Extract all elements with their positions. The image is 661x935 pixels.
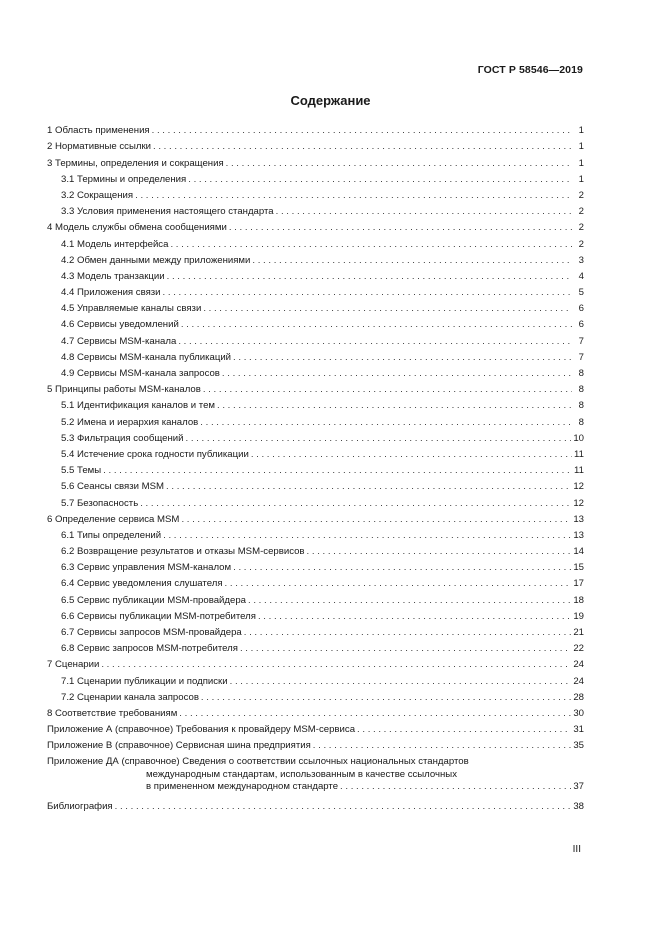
- leader-dots: [163, 287, 572, 299]
- leader-dots: [103, 465, 572, 477]
- toc-entry[interactable]: [47, 590, 584, 606]
- toc-entry[interactable]: [47, 445, 584, 461]
- toc-entry[interactable]: [47, 315, 584, 331]
- leader-dots: [140, 498, 571, 510]
- toc-entry[interactable]: [47, 526, 584, 542]
- leader-dots: [340, 781, 571, 794]
- toc-entry-page: 2: [578, 222, 584, 234]
- toc-entry-text: 5.2 Имена и иерархия каналов: [61, 416, 199, 428]
- leader-dots: [167, 271, 572, 283]
- toc-entry[interactable]: [47, 299, 584, 315]
- toc-entry-text: Приложение В (справочное) Сервисная шина предприятия: [47, 740, 311, 752]
- toc-entry-page: 35: [573, 740, 584, 752]
- toc-entry[interactable]: [47, 607, 584, 623]
- leader-dots: [225, 578, 572, 590]
- toc-entry[interactable]: [47, 688, 584, 704]
- toc-entry-bibliography[interactable]: [47, 797, 584, 813]
- toc-entry[interactable]: [47, 574, 584, 590]
- toc-entry-page: 7: [578, 351, 584, 363]
- toc-entry[interactable]: [47, 412, 584, 428]
- leader-dots: [166, 481, 571, 493]
- leader-dots: [115, 801, 572, 813]
- toc-entry-text-cont: международным стандартам, использованным в качестве ссылочных: [146, 768, 457, 780]
- toc-entry-text: 7.1 Сценарии публикации и подписки: [61, 675, 228, 687]
- toc-entry[interactable]: [47, 364, 584, 380]
- leader-dots: [357, 724, 571, 736]
- toc-entry-page: 38: [573, 801, 584, 812]
- leader-dots: [307, 546, 572, 558]
- toc-entry-text: 6.8 Сервис запросов MSM-потребителя: [61, 643, 238, 655]
- table-of-contents: [47, 121, 584, 813]
- toc-entry-text: 3.1 Термины и определения: [61, 173, 187, 185]
- leader-dots: [276, 206, 572, 218]
- leader-dots: [170, 239, 572, 251]
- toc-entry-text: 6.6 Сервисы публикации MSM-потребителя: [61, 610, 256, 622]
- toc-entry-page: 28: [573, 691, 584, 703]
- toc-entry-text: 4.5 Управляемые каналы связи: [61, 303, 202, 315]
- leader-dots: [230, 676, 572, 688]
- leader-dots: [153, 141, 572, 153]
- toc-entry-text: 4.3 Модель транзакции: [61, 270, 165, 282]
- leader-dots: [229, 222, 572, 234]
- toc-entry-text: 1 Область применения: [47, 125, 150, 137]
- toc-entry[interactable]: [47, 720, 584, 736]
- toc-entry-text: 6.7 Сервисы запросов MSM-провайдера: [61, 627, 242, 638]
- toc-entry[interactable]: [47, 251, 584, 267]
- toc-entry-page: 12: [573, 481, 584, 493]
- toc-entry-page: 11: [574, 448, 584, 460]
- toc-entry-text: Библиография: [47, 801, 113, 812]
- toc-entry-page: 19: [573, 610, 584, 622]
- toc-entry[interactable]: [47, 493, 584, 509]
- toc-entry-text: 3 Термины, определения и сокращения: [47, 157, 224, 169]
- toc-entry-text: 5.4 Истечение срока годности публикации: [61, 448, 249, 460]
- leader-dots: [163, 530, 571, 542]
- toc-entry[interactable]: [47, 170, 584, 186]
- leader-dots: [201, 692, 571, 704]
- toc-entry[interactable]: [47, 380, 584, 396]
- toc-entry[interactable]: [47, 477, 584, 493]
- toc-entry-text: 6.4 Сервис уведомления слушателя: [61, 578, 223, 590]
- toc-entry-page: 13: [573, 513, 584, 525]
- leader-dots: [248, 595, 571, 607]
- toc-entry-text: 4.2 Обмен данными между приложениями: [61, 254, 251, 266]
- toc-entry[interactable]: [47, 121, 584, 137]
- toc-entry[interactable]: [47, 396, 584, 412]
- leader-dots: [313, 740, 572, 752]
- toc-entry-page: 2: [578, 206, 584, 218]
- toc-entry[interactable]: [47, 267, 584, 283]
- leader-dots: [233, 562, 571, 574]
- toc-entry-page: 18: [573, 594, 584, 606]
- toc-entry[interactable]: [47, 202, 584, 218]
- toc-entry-text: 3.3 Условия применения настоящего стандарта: [61, 206, 274, 218]
- toc-entry-page: 1: [578, 173, 584, 185]
- leader-dots: [217, 400, 572, 412]
- toc-entry-text: 6 Определение сервиса MSM: [47, 513, 180, 525]
- toc-entry-text: 4.6 Сервисы уведомлений: [61, 319, 179, 331]
- toc-entry-page: 4: [578, 270, 584, 282]
- toc-entry-page: 37: [573, 781, 584, 793]
- leader-dots: [181, 319, 572, 331]
- toc-entry-text: 5.5 Темы: [61, 465, 102, 477]
- toc-entry-text: Приложение А (справочное) Требования к провайдеру MSM-сервиса: [47, 724, 356, 736]
- toc-entry-page: 11: [574, 465, 584, 477]
- leader-dots: [251, 449, 572, 461]
- leader-dots: [181, 514, 571, 526]
- toc-entry-page: 2: [578, 189, 584, 201]
- toc-entry-page: 7: [578, 335, 584, 347]
- leader-dots: [258, 611, 571, 623]
- leader-dots: [244, 627, 572, 639]
- toc-entry-text: 5 Принципы работы MSM-каналов: [47, 384, 201, 396]
- toc-entry-text: 7 Сценарии: [47, 659, 100, 671]
- toc-entry-page: 15: [573, 562, 584, 574]
- toc-entry-text: 5.1 Идентификация каналов и тем: [61, 400, 216, 412]
- toc-entry[interactable]: [47, 639, 584, 655]
- toc-entry[interactable]: [47, 510, 584, 526]
- toc-entry-appendix-da[interactable]: [47, 756, 584, 794]
- leader-dots: [203, 303, 572, 315]
- toc-entry-text-cont: в примененном международном стандарте: [146, 781, 339, 793]
- leader-dots: [233, 352, 572, 364]
- toc-entry-page: 10: [573, 432, 584, 444]
- toc-entry[interactable]: [47, 153, 584, 169]
- toc-entry-page: 14: [573, 546, 584, 558]
- toc-entry[interactable]: [47, 671, 584, 687]
- toc-entry-text: 4.8 Сервисы MSM-канала публикаций: [61, 351, 232, 363]
- leader-dots: [179, 708, 571, 720]
- toc-entry-text: 4.9 Сервисы MSM-канала запросов: [61, 368, 220, 379]
- leader-dots: [203, 384, 572, 396]
- leader-dots: [240, 643, 571, 655]
- toc-entry-text: 5.3 Фильтрация сообщений: [61, 432, 184, 444]
- toc-entry-text: 4.4 Приложения связи: [61, 287, 161, 299]
- toc-entry[interactable]: [47, 704, 584, 720]
- toc-entry-page: 30: [573, 707, 584, 719]
- toc-entry[interactable]: [47, 137, 584, 153]
- toc-entry-text: 4.1 Модель интерфейса: [61, 238, 169, 250]
- toc-entry-text: 6.3 Сервис управления MSM-каналом: [61, 562, 232, 574]
- toc-entry-page: 8: [578, 400, 584, 412]
- toc-heading: Содержание: [290, 93, 371, 108]
- leader-dots: [101, 659, 571, 671]
- toc-entry[interactable]: [47, 558, 584, 574]
- toc-entry-text: 3.2 Сокращения: [61, 189, 134, 201]
- toc-entry[interactable]: [47, 736, 584, 752]
- toc-entry[interactable]: [47, 348, 584, 364]
- toc-entry[interactable]: [47, 218, 584, 234]
- leader-dots: [252, 255, 572, 267]
- toc-entry[interactable]: [47, 429, 584, 445]
- toc-entry-page: 2: [578, 238, 584, 250]
- toc-entry-page: 31: [573, 724, 584, 736]
- leader-dots: [188, 174, 572, 186]
- toc-entry-page: 12: [573, 497, 584, 509]
- leader-dots: [226, 158, 572, 170]
- toc-entry-page: 8: [578, 368, 584, 379]
- toc-entry-text: Приложение ДА (справочное) Сведения о соответствии ссылочных национальных стандартов: [47, 756, 469, 768]
- toc-entry-text: 2 Нормативные ссылки: [47, 141, 152, 153]
- toc-entry-page: 1: [578, 125, 584, 137]
- toc-entry[interactable]: [47, 542, 584, 558]
- toc-entry[interactable]: [47, 623, 584, 639]
- toc-entry-page: 3: [578, 254, 584, 266]
- toc-entry-page: 6: [578, 319, 584, 331]
- toc-entry-page: 22: [573, 643, 584, 655]
- toc-entry-text: 6.1 Типы определений: [61, 529, 162, 541]
- toc-entry-text: 7.2 Сценарии канала запросов: [61, 691, 199, 703]
- leader-dots: [222, 368, 572, 380]
- toc-entry-page: 1: [578, 157, 584, 169]
- toc-entry-text: 8 Соответствие требованиям: [47, 707, 178, 719]
- toc-entry-text: 6.2 Возвращение результатов и отказы MSM-сервисов: [61, 546, 305, 558]
- toc-entry-text: 5.6 Сеансы связи MSM: [61, 481, 165, 493]
- leader-dots: [178, 336, 572, 348]
- leader-dots: [200, 417, 572, 429]
- toc-entry-page: 6: [578, 303, 584, 315]
- toc-entry-text: 4 Модель службы обмена сообщениями: [47, 222, 227, 234]
- toc-entry-text: 6.5 Сервис публикации MSM-провайдера: [61, 594, 246, 606]
- toc-entry-page: 8: [578, 384, 584, 396]
- toc-entry-page: 17: [573, 578, 584, 590]
- toc-entry[interactable]: [47, 186, 584, 202]
- page-number: III: [572, 844, 581, 855]
- document-code: ГОСТ Р 58546—2019: [477, 64, 583, 76]
- leader-dots: [186, 433, 572, 445]
- toc-entry-page: 13: [573, 529, 584, 541]
- toc-entry-page: 1: [578, 141, 584, 153]
- leader-dots: [152, 125, 572, 137]
- toc-entry-page: 21: [573, 627, 584, 638]
- toc-entry[interactable]: [47, 331, 584, 347]
- toc-entry-text: 5.7 Безопасность: [61, 497, 139, 509]
- toc-entry[interactable]: [47, 283, 584, 299]
- toc-entry-page: 8: [578, 416, 584, 428]
- toc-entry-page: 24: [573, 675, 584, 687]
- toc-entry-text: 4.7 Сервисы MSM-канала: [61, 335, 177, 347]
- toc-entry[interactable]: [47, 655, 584, 671]
- toc-entry-page: 24: [573, 659, 584, 671]
- leader-dots: [135, 190, 572, 202]
- toc-entry[interactable]: [47, 234, 584, 250]
- toc-entry-page: 5: [578, 287, 584, 299]
- toc-entry[interactable]: [47, 461, 584, 477]
